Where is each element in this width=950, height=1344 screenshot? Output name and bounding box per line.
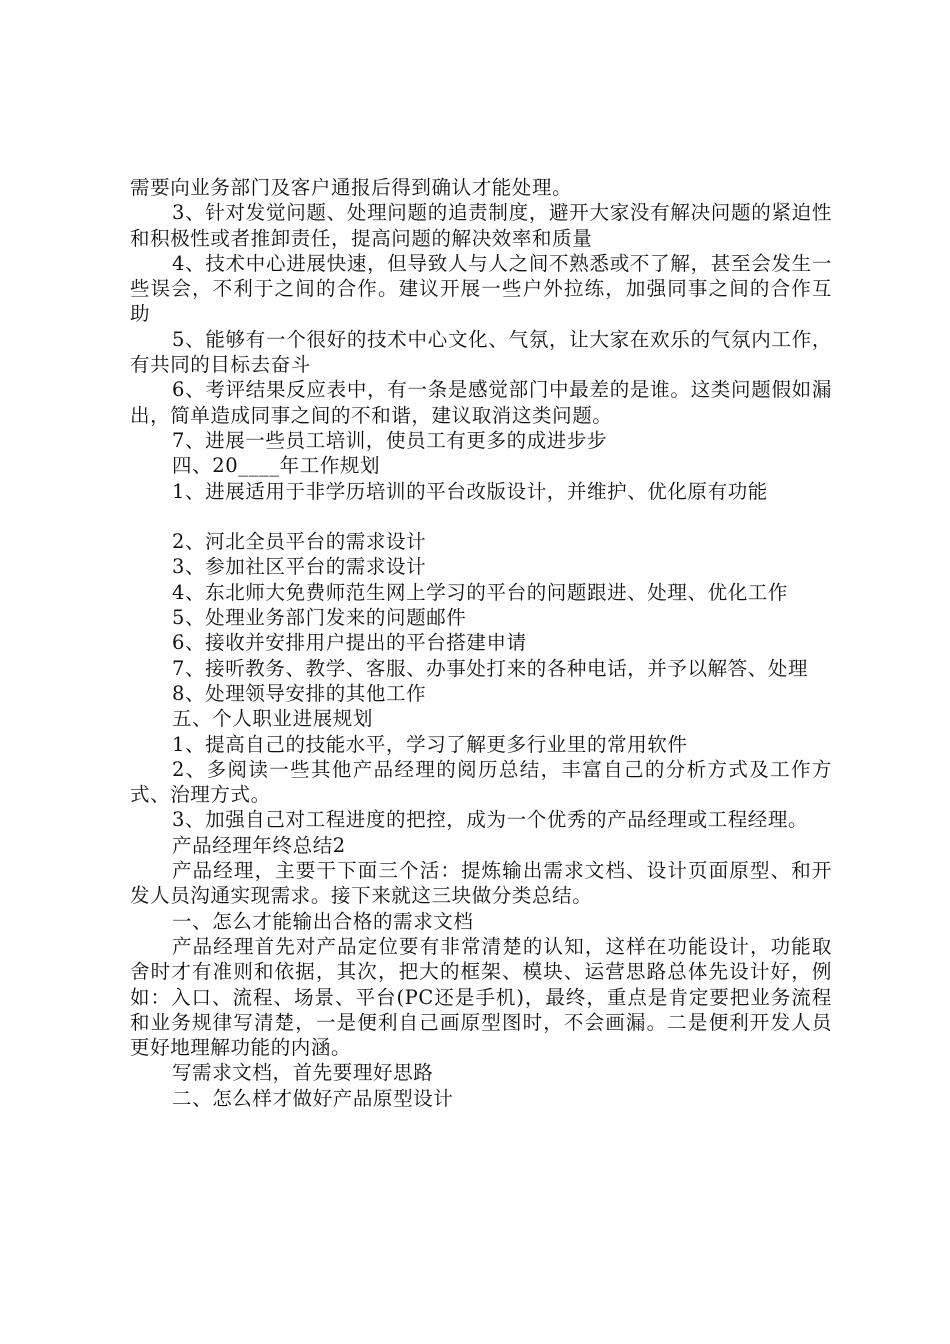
paragraph: 4、东北师大免费师范生网上学习的平台的问题跟进、处理、优化工作	[172, 580, 789, 604]
section-heading: 四、20____年工作规划	[172, 454, 381, 478]
paragraph: 6、接收并安排用户提出的平台搭建申请	[172, 631, 527, 655]
paragraph: 5、能够有一个很好的技术中心文化、气氛，让大家在欢乐的气氛内工作，有共同的目标去奋斗	[130, 327, 832, 377]
paragraph: 7、进展一些员工培训，使员工有更多的成进步步	[172, 428, 608, 452]
paragraph: 3、针对发觉问题、处理问题的追责制度，避开大家没有解决问题的紧迫性和积极性或者推卸责任，提高问题的解决效率和质量	[130, 201, 832, 250]
paragraph: 1、提高自己的技能水平，学习了解更多行业里的常用软件	[172, 732, 688, 756]
document-title: 产品经理年终总结2	[172, 833, 346, 857]
section-heading: 二、怎么样才做好产品原型设计	[172, 1086, 454, 1110]
paragraph: 7、接听教务、教学、客服、办事处打来的各种电话，并予以解答、处理	[172, 656, 809, 680]
section-heading: 五、个人职业进展规划	[172, 707, 374, 731]
section-heading: 一、怎么才能输出合格的需求文档	[172, 909, 474, 933]
paragraph: 产品经理首先对产品定位要有非常清楚的认知，这样在功能设计，功能取舍时才有准则和依据，其次，把大的框架、模块、运营思路总体先设计好，例如：入口、流程、场景、平台(PC还是手机)，最终，重点是肯定要把业务流程和业务规律写清楚，一是便利自己画原型图时，不会画漏。二是便利开发人员更好地理解功能的内涵。	[130, 934, 832, 1060]
paragraph: 需要向业务部门及客户通报后得到确认才能处理。	[130, 176, 573, 199]
paragraph: 2、多阅读一些其他产品经理的阅历总结，丰富自己的分析方式及工作方式、治理方式。	[130, 757, 832, 807]
paragraph: 6、考评结果反应表中，有一条是感觉部门中最差的是谁。这类问题假如漏出，简单造成同事之间的不和谐，建议取消这类问题。	[130, 378, 832, 427]
document-body	[130, 175, 832, 1111]
paragraph: 3、加强自己对工程进度的把控，成为一个优秀的产品经理或工程经理。	[172, 808, 809, 832]
paragraph: 2、河北全员平台的需求设计	[172, 530, 427, 554]
paragraph: 1、进展适用于非学历培训的平台改版设计，并维护、优化原有功能	[172, 479, 768, 503]
paragraph: 产品经理，主要干下面三个活：提炼输出需求文档、设计页面原型、和开发人员沟通实现需求。接下来就这三块做分类总结。	[130, 859, 832, 908]
paragraph: 写需求文档，首先要理好思路	[172, 1061, 434, 1085]
paragraph: 8、处理领导安排的其他工作	[172, 681, 427, 705]
paragraph: 3、参加社区平台的需求设计	[172, 555, 427, 579]
paragraph: 5、处理业务部门发来的问题邮件	[172, 606, 467, 630]
paragraph: 4、技术中心进展快速，但导致人与人之间不熟悉或不了解，甚至会发生一些误会，不利于之间的合作。建议开展一些户外拉练，加强同事之间的合作互助	[130, 251, 832, 326]
